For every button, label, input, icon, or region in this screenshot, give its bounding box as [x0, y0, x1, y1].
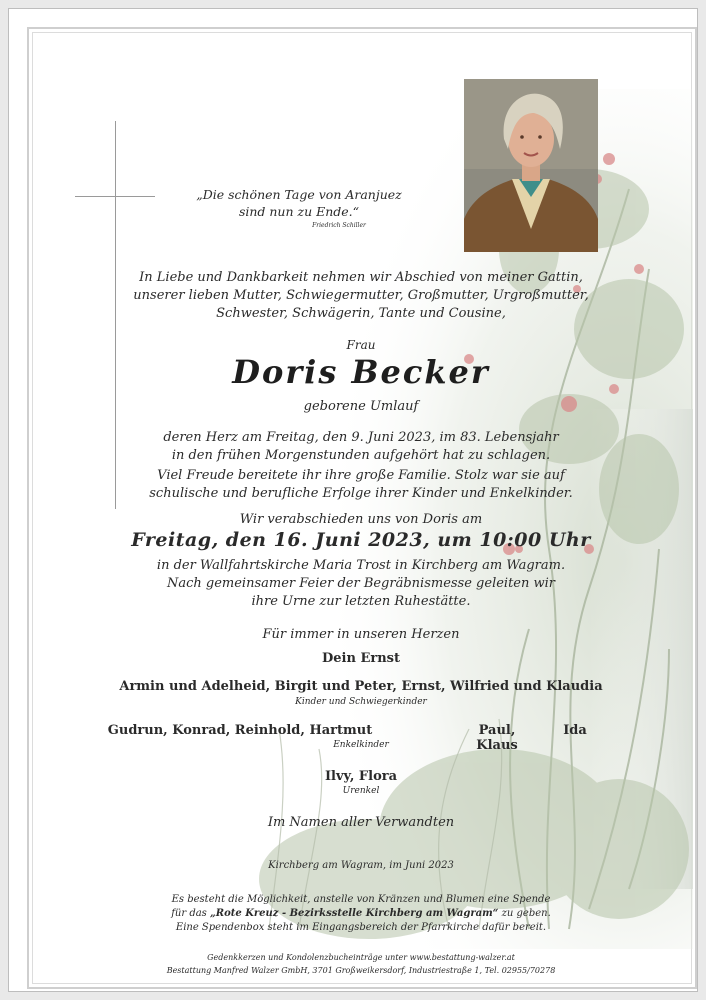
donation-line-3: Eine Spendenbox steht im Eingangsbereich der Pfarrkirche dafür bereit. — [175, 922, 547, 933]
grandchildren-group-1: Gudrun, Konrad, Reinhold, Hartmut — [107, 723, 373, 738]
ceremony-line-3: ihre Urne zur letzten Ruhestätte. — [251, 594, 471, 609]
salutation: Frau — [346, 338, 376, 352]
ceremony-line-2: Nach gemeinsamer Feier der Begräbnismesse geleiten wir — [166, 576, 556, 591]
intro-line-2: unserer lieben Mutter, Schwiegermutter, Großmutter, Urgroßmutter, — [133, 288, 589, 303]
relatives-line: Im Namen aller Verwandten — [267, 815, 455, 830]
quote-line-1: „Die schönen Tage von Aranjuez — [196, 187, 402, 202]
body-line-1: deren Herz am Freitag, den 9. Juni 2023, im 83. Lebensjahr — [163, 430, 559, 445]
great-grandchildren-names: Ilvy, Flora — [324, 769, 398, 784]
funeral-date: Freitag, den 16. Juni 2023, um 10:00 Uhr — [131, 529, 591, 551]
place-date: Kirchberg am Wagram, im Juni 2023 — [268, 860, 454, 871]
footer-line-2: Bestattung Manfred Walzer GmbH, 3701 Großweikersdorf, Industriestraße 1, Tel. 02955/70278 — [166, 966, 556, 975]
body-line-5: Wir verabschieden uns von Doris am — [239, 512, 483, 527]
quote-line-2: sind nun zu Ende.“ — [238, 204, 360, 219]
cross-horizontal-bar — [75, 196, 155, 197]
donation-line-2 — [29, 907, 693, 920]
quote-author: Friedrich Schiller — [312, 222, 366, 229]
portrait-photo — [464, 79, 598, 252]
donation-line-2-prefix: für das — [171, 908, 210, 919]
donation-line-2-suffix: zu geben. — [498, 908, 551, 919]
body-line-2: in den frühen Morgenstunden aufgehört hat zu schlagen. — [171, 448, 551, 463]
children-label: Kinder und Schwiegerkinder — [295, 697, 427, 707]
great-grandchildren-label: Urenkel — [342, 786, 380, 796]
intro-line-1: In Liebe und Dankbarkeit nehmen wir Abschied von meiner Gattin, — [139, 270, 583, 285]
forever-line: Für immer in unseren Herzen — [262, 627, 460, 642]
body-line-4: schulische und berufliche Erfolge ihrer Kinder und Enkelkinder. — [149, 486, 573, 501]
grandchildren-label: Enkelkinder — [333, 740, 389, 750]
notice-card — [27, 27, 697, 989]
grandchildren-group-2: Paul, Klaus — [476, 723, 518, 753]
page-frame — [8, 8, 698, 992]
footer-line-1: Gedenkkerzen und Kondolenzbucheinträge unter www.bestattung-walzer.at — [207, 953, 515, 962]
donation-organization: „Rote Kreuz - Bezirksstelle Kirchberg am Wagram“ — [210, 908, 499, 919]
donation-line-1: Es besteht die Möglichkeit, anstelle von Kränzen und Blumen eine Spende — [171, 894, 551, 905]
ceremony-line-1: in der Wallfahrtskirche Maria Trost in Kirchberg am Wagram. — [156, 558, 566, 573]
birth-name: geborene Umlauf — [303, 399, 419, 414]
grandchildren-group-3: Ida — [563, 723, 587, 738]
children-names: Armin und Adelheid, Birgit und Peter, Ernst, Wilfried und Klaudia — [119, 679, 603, 694]
deceased-name: Doris Becker — [232, 353, 490, 391]
husband-name: Dein Ernst — [322, 651, 400, 666]
body-line-3: Viel Freude bereitete ihr ihre große Familie. Stolz war sie auf — [157, 468, 565, 483]
intro-line-3: Schwester, Schwägerin, Tante und Cousine, — [216, 306, 506, 321]
